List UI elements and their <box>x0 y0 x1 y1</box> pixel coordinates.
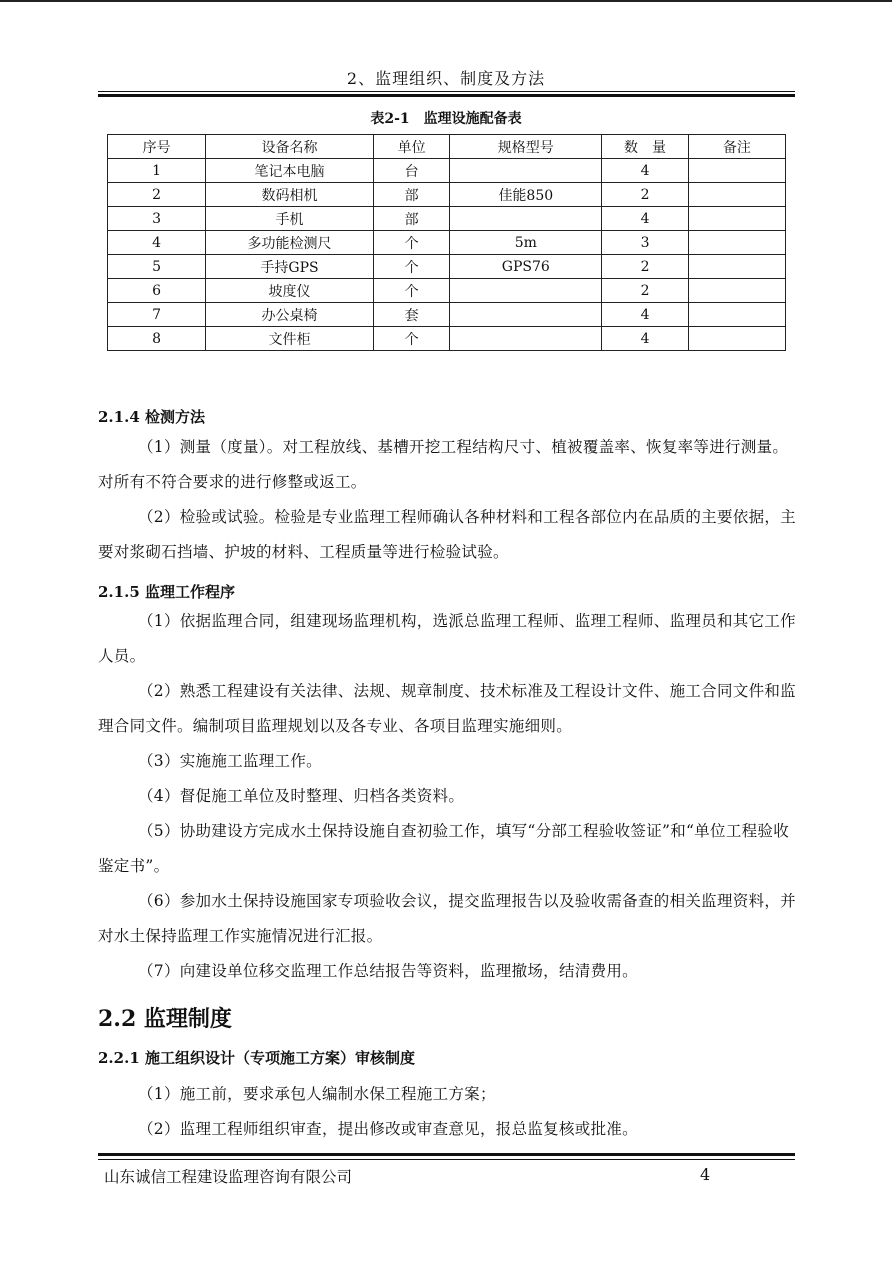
cell-remark <box>688 231 785 255</box>
section-heading-2-1-4: 2.1.4 检测方法 <box>98 408 205 426</box>
footer-company: 山东诚信工程建设监理咨询有限公司 <box>104 1168 353 1186</box>
cell-unit: 个 <box>373 255 449 279</box>
cell-index: 3 <box>108 207 206 231</box>
paragraph: （5）协助建设方完成水土保持设施自查初验工作，填写“分部工程验收签证”和“单位工程验收鉴定书”。 <box>98 822 790 875</box>
footer-rule-thin <box>98 1159 795 1160</box>
table-header-row <box>108 135 786 159</box>
cell-remark <box>688 255 785 279</box>
paragraph: （2）熟悉工程建设有关法律、法规、规章制度、技术标准及工程设计文件、施工合同文件和监理合同文件。编制项目监理规划以及各专业、各项目监理实施细则。 <box>98 682 796 735</box>
table-row <box>108 303 786 327</box>
cell-unit: 个 <box>373 279 449 303</box>
cell-index: 7 <box>108 303 206 327</box>
table-row <box>108 255 786 279</box>
cell-model <box>450 327 602 351</box>
cell-name: 办公桌椅 <box>206 303 374 327</box>
page-header-title: 2、监理组织、制度及方法 <box>346 69 546 88</box>
cell-index: 1 <box>108 159 206 183</box>
paragraph: （1）测量（度量）。对工程放线、基槽开挖工程结构尺寸、植被覆盖率、恢复率等进行测量。对所有不符合要求的进行修整或返工。 <box>98 438 789 491</box>
paragraph: （7）向建设单位移交监理工作总结报告等资料，监理撤场，结清费用。 <box>138 962 638 980</box>
cell-unit: 个 <box>373 231 449 255</box>
cell-name: 多功能检测尺 <box>206 231 374 255</box>
col-header-name: 设备名称 <box>206 135 374 159</box>
table-row <box>108 183 786 207</box>
cell-index: 2 <box>108 183 206 207</box>
cell-remark <box>688 279 785 303</box>
table-row <box>108 279 786 303</box>
cell-quantity: 3 <box>602 231 688 255</box>
table-row <box>108 207 786 231</box>
cell-quantity: 2 <box>602 279 688 303</box>
cell-unit: 部 <box>373 183 449 207</box>
page-top-border <box>0 0 892 2</box>
cell-quantity: 2 <box>602 255 688 279</box>
paragraph: （2）监理工程师组织审查，提出修改或审查意见，报总监复核或批准。 <box>138 1120 638 1138</box>
section-heading-2-2-1: 2.2.1 施工组织设计（专项施工方案）审核制度 <box>98 1049 415 1067</box>
header-rule-thin <box>98 91 795 92</box>
cell-model <box>450 279 602 303</box>
cell-unit: 台 <box>373 159 449 183</box>
col-header-model: 规格型号 <box>450 135 602 159</box>
cell-remark <box>688 303 785 327</box>
paragraph: （2）检验或试验。检验是专业监理工程师确认各种材料和工程各部位内在品质的主要依据，主要对浆砌石挡墙、护坡的材料、工程质量等进行检验试验。 <box>98 508 796 561</box>
cell-model: 5m <box>450 231 602 255</box>
cell-remark <box>688 207 785 231</box>
paragraph: （6）参加水土保持设施国家专项验收会议，提交监理报告以及验收需备查的相关监理资料，并对水土保持监理工作实施情况进行汇报。 <box>98 892 796 945</box>
cell-remark <box>688 327 785 351</box>
page-number: 4 <box>700 1165 711 1184</box>
section-heading-2-2: 2.2 监理制度 <box>98 1006 232 1032</box>
cell-unit: 套 <box>373 303 449 327</box>
cell-unit: 部 <box>373 207 449 231</box>
cell-model <box>450 159 602 183</box>
cell-name: 坡度仪 <box>206 279 374 303</box>
cell-quantity: 4 <box>602 207 688 231</box>
paragraph: （1）施工前，要求承包人编制水保工程施工方案； <box>138 1085 496 1103</box>
cell-index: 4 <box>108 231 206 255</box>
col-header-index: 序号 <box>108 135 206 159</box>
cell-model <box>450 207 602 231</box>
table-row <box>108 231 786 255</box>
cell-remark <box>688 159 785 183</box>
cell-model: GPS76 <box>450 255 602 279</box>
cell-name: 数码相机 <box>206 183 374 207</box>
cell-model <box>450 303 602 327</box>
table-caption: 表2-1 监理设施配备表 <box>370 111 522 127</box>
cell-name: 笔记本电脑 <box>206 159 374 183</box>
paragraph: （1）依据监理合同，组建现场监理机构，选派总监理工程师、监理工程师、监理员和其它工作人员。 <box>98 612 796 665</box>
table-row <box>108 327 786 351</box>
cell-index: 5 <box>108 255 206 279</box>
cell-name: 手持GPS <box>206 255 374 279</box>
footer-rule-thick <box>98 1153 795 1156</box>
col-header-remark: 备注 <box>688 135 785 159</box>
cell-remark <box>688 183 785 207</box>
paragraph: （4）督促施工单位及时整理、归档各类资料。 <box>138 787 465 805</box>
cell-index: 8 <box>108 327 206 351</box>
cell-index: 6 <box>108 279 206 303</box>
cell-quantity: 4 <box>602 327 688 351</box>
cell-quantity: 4 <box>602 303 688 327</box>
cell-quantity: 2 <box>602 183 688 207</box>
paragraph: （3）实施施工监理工作。 <box>138 752 322 770</box>
section-heading-2-1-5: 2.1.5 监理工作程序 <box>98 583 235 601</box>
cell-unit: 个 <box>373 327 449 351</box>
cell-name: 手机 <box>206 207 374 231</box>
header-rule-thick <box>98 94 795 97</box>
cell-quantity: 4 <box>602 159 688 183</box>
col-header-unit: 单位 <box>373 135 449 159</box>
cell-name: 文件柜 <box>206 327 374 351</box>
cell-model: 佳能850 <box>450 183 602 207</box>
col-header-quantity: 数 量 <box>602 135 688 159</box>
equipment-table <box>107 134 786 351</box>
table-row <box>108 159 786 183</box>
